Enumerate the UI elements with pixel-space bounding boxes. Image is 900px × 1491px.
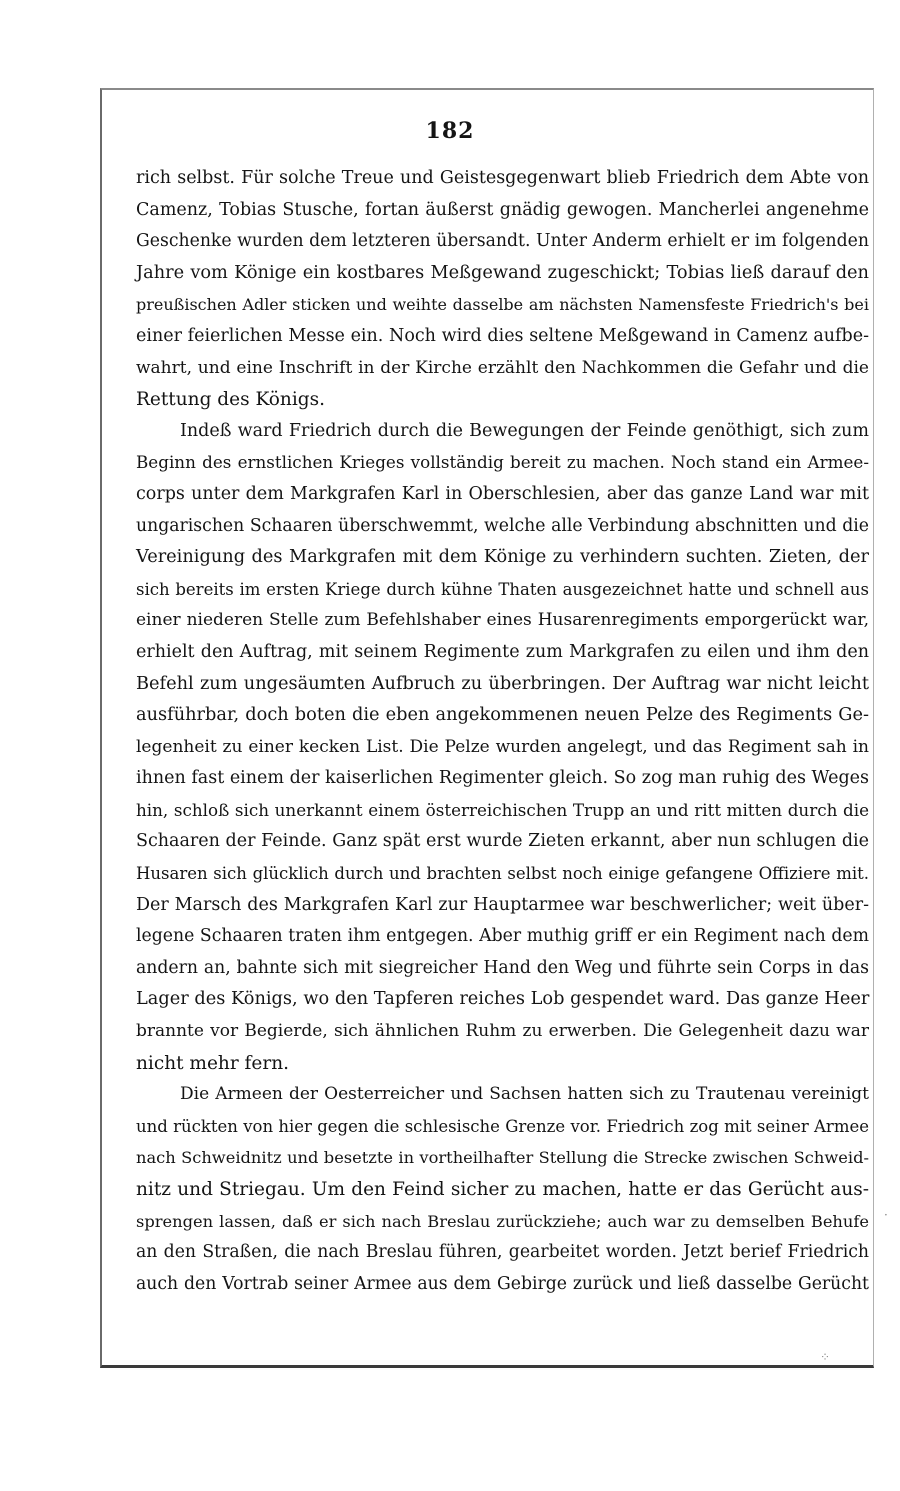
text-line: auch den Vortrab seiner Armee aus dem Gebirge zurück und ließ dasselbe Gerücht: [136, 1273, 869, 1294]
text-line: sich bereits im ersten Kriege durch kühne Thaten ausgezeichnet hatte und schnell aus: [136, 579, 869, 599]
text-line: Der Marsch des Markgrafen Karl zur Hauptarmee war beschwerlicher; weit über-: [136, 894, 869, 915]
text-line: an den Straßen, die nach Breslau führen, gearbeitet worden. Jetzt berief Friedrich: [136, 1242, 869, 1263]
text-line: Husaren sich glücklich durch und brachten selbst noch einige gefangene Offiziere mit.: [136, 864, 869, 884]
text-line: ausführbar, doch boten die eben angekommenen neuen Pelze des Regiments Ge-: [136, 705, 869, 726]
text-line: wahrt, und eine Inschrift in der Kirche erzählt den Nachkommen die Gefahr und die: [136, 357, 869, 378]
text-line: nitz und Striegau. Um den Feind sicher zu machen, hatte er das Gerücht aus-: [136, 1179, 869, 1200]
text-line: einer feierlichen Messe ein. Noch wird dies seltene Meßgewand in Camenz aufbe-: [136, 325, 869, 346]
text-line: rich selbst. Für solche Treue und Geistesgegenwart blieb Friedrich dem Abte von: [136, 168, 869, 188]
text-line: sprengen lassen, daß er sich nach Breslau zurückziehe; auch war zu demselben Behufe: [136, 1211, 869, 1231]
text-line: Jahre vom Könige ein kostbares Meßgewand zugeschickt; Tobias ließ darauf den: [136, 262, 869, 283]
paragraph-2: [136, 416, 869, 1079]
text-line: corps unter dem Markgrafen Karl in Oberschlesien, aber das ganze Land war mit: [136, 483, 869, 504]
text-line: nicht mehr fern.: [136, 1052, 289, 1074]
scan-speck: ⁘: [820, 1350, 831, 1364]
scan-speck: ·: [884, 1208, 888, 1222]
text-line: Befehl zum ungesäumten Aufbruch zu überbringen. Der Auftrag war nicht leicht: [136, 673, 869, 694]
paragraph-3: [136, 1079, 869, 1300]
text-line: Lager des Königs, wo den Tapferen reiches Lob gespendet ward. Das ganze Heer: [136, 989, 870, 1010]
text-line: erhielt den Auftrag, mit seinem Regimente zum Markgrafen zu eilen und ihm den: [136, 641, 869, 662]
text-line: preußischen Adler sticken und weihte dasselbe am nächsten Namensfeste Friedrich's bei: [136, 295, 869, 315]
text-line: Rettung des Königs.: [136, 389, 325, 411]
text-line: hin, schloß sich unerkannt einem österreichischen Trupp an und ritt mitten durch die: [136, 799, 869, 820]
text-line: Beginn des ernstlichen Krieges vollständig bereit zu machen. Noch stand ein Armee-: [136, 452, 869, 473]
text-line: brannte vor Begierde, sich ähnlichen Ruhm zu erwerben. Die Gelegenheit dazu war: [136, 1021, 869, 1042]
text-line: nach Schweidnitz und besetzte in vortheilhafter Stellung die Strecke zwischen Schweid-: [136, 1148, 869, 1168]
text-line: ihnen fast einem der kaiserlichen Regimenter gleich. So zog man ruhig des Weges: [136, 768, 869, 789]
text-line: und rückten von hier gegen die schlesische Grenze vor. Friedrich zog mit seiner Armee: [136, 1116, 869, 1136]
body-text: [136, 163, 869, 1300]
page-number: 182: [425, 118, 475, 144]
text-line: Schaaren der Feinde. Ganz spät erst wurde Zieten erkannt, aber nun schlugen die: [136, 831, 869, 852]
text-line: Die Armeen der Oesterreicher und Sachsen hatten sich zu Trautenau vereinigt: [180, 1084, 869, 1105]
text-line: legenheit zu einer kecken List. Die Pelze wurden angelegt, und das Regiment sah in: [136, 736, 869, 757]
text-line: einer niederen Stelle zum Befehlshaber eines Husarenregiments emporgerückt war,: [136, 610, 869, 631]
text-line: Camenz, Tobias Stusche, fortan äußerst gnädig gewogen. Mancherlei angenehme: [136, 199, 869, 220]
text-line: Indeß ward Friedrich durch die Bewegungen der Feinde genöthigt, sich zum: [180, 420, 869, 441]
text-line: Vereinigung des Markgrafen mit dem Könige zu verhindern suchten. Zieten, der: [136, 547, 869, 568]
text-line: ungarischen Schaaren überschwemmt, welche alle Verbindung abschnitten und die: [136, 515, 869, 536]
paragraph-1: [136, 163, 869, 416]
text-line: legene Schaaren traten ihm entgegen. Aber muthig griff er ein Regiment nach dem: [136, 926, 869, 947]
text-line: andern an, bahnte sich mit siegreicher Hand den Weg und führte sein Corps in das: [136, 957, 869, 978]
text-line: Geschenke wurden dem letzteren übersandt. Unter Anderm erhielt er im folgenden: [136, 231, 869, 252]
